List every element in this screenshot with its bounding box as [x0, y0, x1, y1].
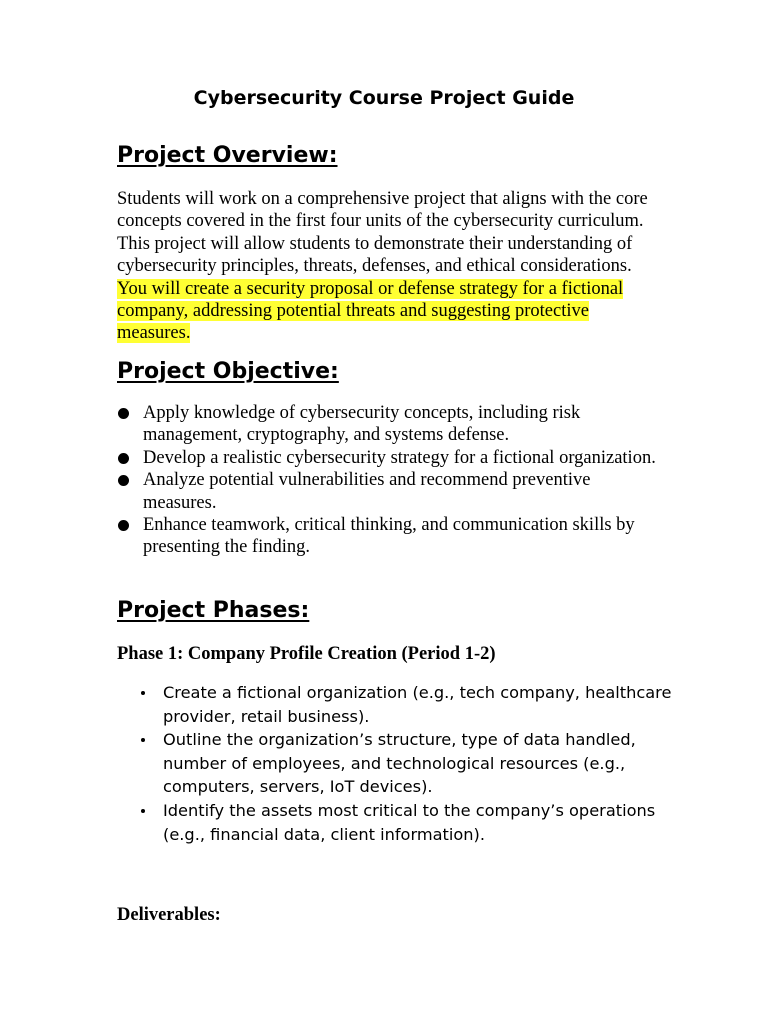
objective-item-text: Develop a realistic cybersecurity strategy for a fictional organization.	[143, 447, 656, 468]
bullet-icon	[141, 691, 145, 695]
objective-item	[117, 447, 657, 469]
objective-item	[117, 469, 657, 514]
overview-paragraph	[117, 188, 657, 345]
phase1-item	[117, 728, 677, 799]
phase1-item-text: Create a fictional organization (e.g., tech company, healthcare provider, retail business).	[163, 683, 672, 726]
objective-item-text: Analyze potential vulnerabilities and recommend preventive measures.	[143, 470, 591, 513]
objective-item-text: Enhance teamwork, critical thinking, and communication skills by presenting the finding.	[143, 515, 635, 558]
objective-item-text: Apply knowledge of cybersecurity concepts, including risk management, cryptography, and systems defense.	[143, 403, 581, 446]
overview-heading: Project Overview:	[117, 143, 338, 168]
bullet-icon	[118, 408, 129, 419]
phase1-item-text: Outline the organization’s structure, type of data handled, number of employees, and technological resources (e.g., computers, servers, IoT devices).	[163, 730, 636, 797]
phase1-item	[117, 681, 677, 728]
phase1-list	[117, 681, 677, 846]
bullet-icon	[141, 809, 145, 813]
bullet-icon	[118, 475, 129, 486]
overview-text: Students will work on a comprehensive project that aligns with the core concepts covered in the first four units of the cybersecurity curriculum. This project will allow students to demonstrate their understanding of cybersecurity principles, threats, defenses, and ethical considerations.	[117, 189, 648, 277]
document-title: Cybersecurity Course Project Guide	[193, 87, 575, 109]
phases-heading: Project Phases:	[117, 598, 310, 623]
objective-list	[117, 402, 657, 559]
bullet-icon	[118, 453, 129, 464]
objective-item	[117, 514, 657, 559]
objective-item	[117, 402, 657, 447]
overview-highlighted-text: You will create a security proposal or defense strategy for a fictional company, addressing potential threats and suggesting protective measures.	[117, 278, 624, 344]
phase1-item-text: Identify the assets most critical to the company’s operations (e.g., financial data, client information).	[163, 800, 656, 844]
bullet-icon	[118, 520, 129, 531]
objective-heading: Project Objective:	[117, 359, 339, 384]
deliverables-label: Deliverables:	[117, 905, 221, 925]
phase1-item	[117, 799, 677, 846]
phase1-heading: Phase 1: Company Profile Creation (Period 1-2)	[117, 644, 496, 664]
bullet-icon	[141, 738, 145, 742]
